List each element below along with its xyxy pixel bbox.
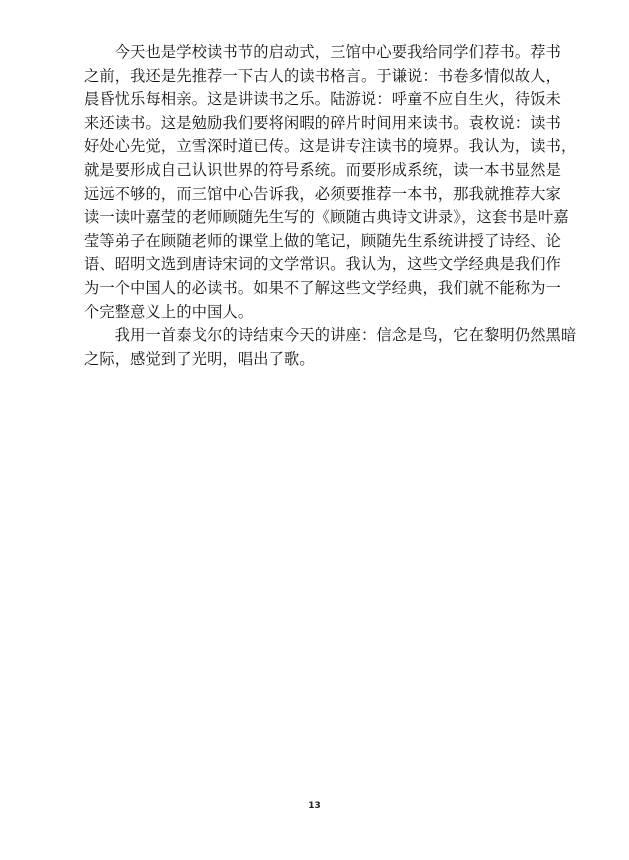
text-line: 语、昭明文选到唐诗宋词的文学常识。我认为，这些文学经典是我们作 <box>84 255 562 274</box>
text-line: 就是要形成自己认识世界的符号系统。而要形成系统，读一本书显然是 <box>84 160 562 179</box>
page-number: 13 <box>308 801 321 811</box>
text-line: 我用一首泰戈尔的诗结束今天的讲座：信念是鸟，它在黎明仍然黑暗 <box>84 326 577 345</box>
text-line: 读一读叶嘉莹的老师顾随先生写的《顾随古典诗文讲录》，这套书是叶嘉 <box>84 208 569 227</box>
text-line: 好处心先觉，立雪深时道已传。这是讲专注读书的境界。我认为，读书， <box>84 137 577 156</box>
paragraph-1 <box>84 41 577 324</box>
text-line: 今天也是学校读书节的启动式，三馆中心要我给同学们荐书。荐书 <box>84 43 562 61</box>
text-line: 来还读书。这是勉励我们要将闲暇的碎片时间用来读书。袁枚说：读书 <box>84 113 562 132</box>
text-line: 之际，感觉到了光明，唱出了歌。 <box>84 349 315 368</box>
body-text <box>84 41 577 371</box>
text-line: 之前，我还是先推荐一下古人的读书格言。于谦说：书卷多情似故人， <box>84 66 562 85</box>
text-line: 为一个中国人的必读书。如果不了解这些文学经典，我们就不能称为一 <box>84 278 562 297</box>
paragraph-2 <box>84 324 577 371</box>
text-line: 莹等弟子在顾随老师的课堂上做的笔记，顾随先生系统讲授了诗经、论 <box>84 231 562 250</box>
text-line: 晨昏忧乐每相亲。这是讲读书之乐。陆游说：呼童不应自生火，待饭未 <box>84 90 562 109</box>
text-line: 个完整意义上的中国人。 <box>84 302 254 321</box>
text-line: 远远不够的，而三馆中心告诉我，必须要推荐一本书，那我就推荐大家 <box>84 184 562 203</box>
